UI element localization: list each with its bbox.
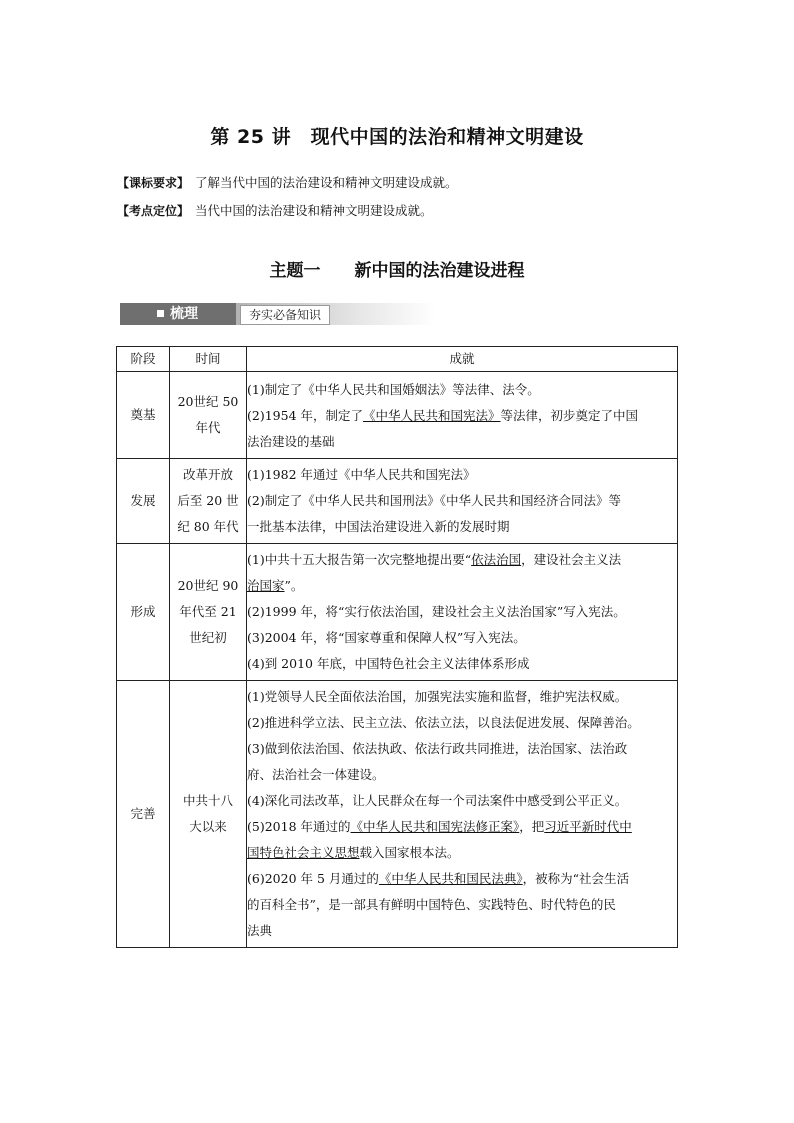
- topic-heading: [0, 256, 794, 281]
- achievement-text: (2)1954 年，制定了: [247, 408, 363, 423]
- achievement-line: [247, 892, 677, 918]
- table-row: [117, 372, 678, 459]
- period-line: 改革开放: [182, 467, 233, 482]
- banner-label: 梳理: [170, 306, 198, 322]
- achievement-text: 等法律，初步奠定了中国: [500, 408, 639, 423]
- achievement-text: (3)做到依法治国、依法执政、依法行政共同推进，法治国家、法治政: [247, 741, 628, 756]
- achievement-text: 《中华人民共和国民法典》: [378, 871, 523, 886]
- stage-cell: 完善: [117, 681, 170, 948]
- achievement-line: [247, 866, 677, 892]
- achievement-line: [247, 788, 677, 814]
- achievement-text: ，被称为“社会生活: [522, 871, 630, 886]
- requirement-tag: 【课标要求】: [117, 176, 190, 190]
- period-line: 后至 20 世: [177, 493, 239, 508]
- period-line: 中共十八: [182, 793, 233, 808]
- achievement-line: [247, 377, 677, 403]
- stage-cell: 奠基: [117, 372, 170, 459]
- achievement-text: 的百科全书”，是一部具有鲜明中国特色、实践特色、时代特色的民: [247, 897, 616, 912]
- achievement-text: 法治建设的基础: [247, 434, 335, 449]
- header-stage: 阶段: [117, 347, 170, 372]
- achievement-text: 治国家: [247, 578, 285, 593]
- exam-positioning: [117, 201, 433, 219]
- period-cell: [170, 459, 247, 544]
- period-cell: [170, 372, 247, 459]
- period-line: 年代至 21: [179, 604, 237, 619]
- achievement-text: (1)制定了《中华人民共和国婚姻法》等法律、法令。: [247, 382, 540, 397]
- achievement-text: (1)中共十五大报告第一次完整地提出要“: [247, 552, 472, 567]
- achievement-line: [247, 488, 677, 514]
- achievement-line: [247, 599, 677, 625]
- achievement-cell: [247, 459, 678, 544]
- achievement-line: [247, 651, 677, 677]
- stage-cell: 发展: [117, 459, 170, 544]
- achievement-text: (4)深化司法改革，让人民群众在每一个司法案件中感受到公平正义。: [247, 793, 628, 808]
- achievement-text: (5)2018 年通过的: [247, 819, 351, 834]
- positioning-text: 当代中国的法治建设和精神文明建设成就。: [195, 203, 433, 218]
- achievement-text: 国特色社会主义思想: [247, 845, 360, 860]
- achievement-text: 《中华人民共和国宪法修正案》: [350, 819, 520, 834]
- period-cell: [170, 681, 247, 948]
- period-line: 纪 80 年代: [177, 519, 239, 534]
- table-header-row: [117, 347, 678, 372]
- period-line: 世纪初: [189, 630, 227, 645]
- achievement-line: [247, 918, 677, 944]
- achievement-cell: [247, 544, 678, 681]
- achievement-text: (1)1982 年通过《中华人民共和国宪法》: [247, 467, 476, 482]
- achievement-text: (1)党领导人民全面依法治国，加强宪法实施和监督，维护宪法权威。: [247, 689, 628, 704]
- header-period: 时间: [170, 347, 247, 372]
- period-line: 20世纪 90: [177, 578, 239, 593]
- achievement-line: [247, 710, 677, 736]
- square-bullet-icon: [157, 310, 164, 317]
- achievement-line: [247, 762, 677, 788]
- legal-development-table: [116, 346, 678, 948]
- table-row: [117, 681, 678, 948]
- positioning-tag: 【考点定位】: [117, 204, 190, 218]
- period-line: 20世纪 50: [177, 394, 239, 409]
- achievement-text: ，把: [519, 819, 545, 834]
- achievement-line: [247, 429, 677, 455]
- achievement-line: [247, 403, 677, 429]
- period-line: 大以来: [189, 819, 227, 834]
- achievement-text: (6)2020 年 5 月通过的: [247, 871, 379, 886]
- achievement-text: 依法治国: [471, 552, 522, 567]
- achievement-line: [247, 462, 677, 488]
- achievement-line: [247, 547, 677, 573]
- period-line: 年代: [195, 420, 221, 435]
- achievement-line: [247, 814, 677, 840]
- achievement-text: (4)到 2010 年底，中国特色社会主义法律体系形成: [247, 656, 530, 671]
- achievement-text: 习近平新时代中: [544, 819, 632, 834]
- achievement-text: (3)2004 年，将“国家尊重和保障人权”写入宪法。: [247, 630, 526, 645]
- period-cell: [170, 544, 247, 681]
- achievement-line: [247, 573, 677, 599]
- achievement-text: (2)1999 年，将“实行依法治国，建设社会主义法治国家”写入宪法。: [247, 604, 626, 619]
- achievement-line: [247, 625, 677, 651]
- achievement-text: (2)制定了《中华人民共和国刑法》《中华人民共和国经济合同法》等: [247, 493, 621, 508]
- achievement-text: (2)推进科学立法、民主立法、依法立法，以良法促进发展、保障善治。: [247, 715, 640, 730]
- topic-label: 主题一: [269, 261, 321, 281]
- achievement-line: [247, 684, 677, 710]
- achievement-line: [247, 514, 677, 540]
- achievement-text: ”。: [284, 578, 304, 593]
- requirement-text: 了解当代中国的法治建设和精神文明建设成就。: [195, 175, 458, 190]
- achievement-line: [247, 736, 677, 762]
- achievement-text: 《中华人民共和国宪法》: [363, 408, 501, 423]
- curriculum-requirement: [117, 173, 458, 191]
- achievement-cell: [247, 372, 678, 459]
- table-row: [117, 544, 678, 681]
- achievement-text: ，建设社会主义法: [521, 552, 622, 567]
- topic-name: 新中国的法治建设进程: [354, 261, 525, 281]
- achievement-line: [247, 840, 677, 866]
- table-row: [117, 459, 678, 544]
- banner-subtitle: 夯实必备知识: [240, 305, 330, 325]
- section-banner: [120, 303, 436, 325]
- achievement-text: 一批基本法律，中国法治建设进入新的发展时期: [247, 519, 510, 534]
- achievement-text: 府、法治社会一体建设。: [247, 767, 385, 782]
- stage-cell: 形成: [117, 544, 170, 681]
- header-achievement: 成就: [247, 347, 678, 372]
- achievement-text: 法典: [247, 923, 273, 938]
- achievement-text: 载入国家根本法。: [359, 845, 460, 860]
- lesson-title: 第 25 讲 现代中国的法治和精神文明建设: [210, 126, 584, 148]
- achievement-cell: [247, 681, 678, 948]
